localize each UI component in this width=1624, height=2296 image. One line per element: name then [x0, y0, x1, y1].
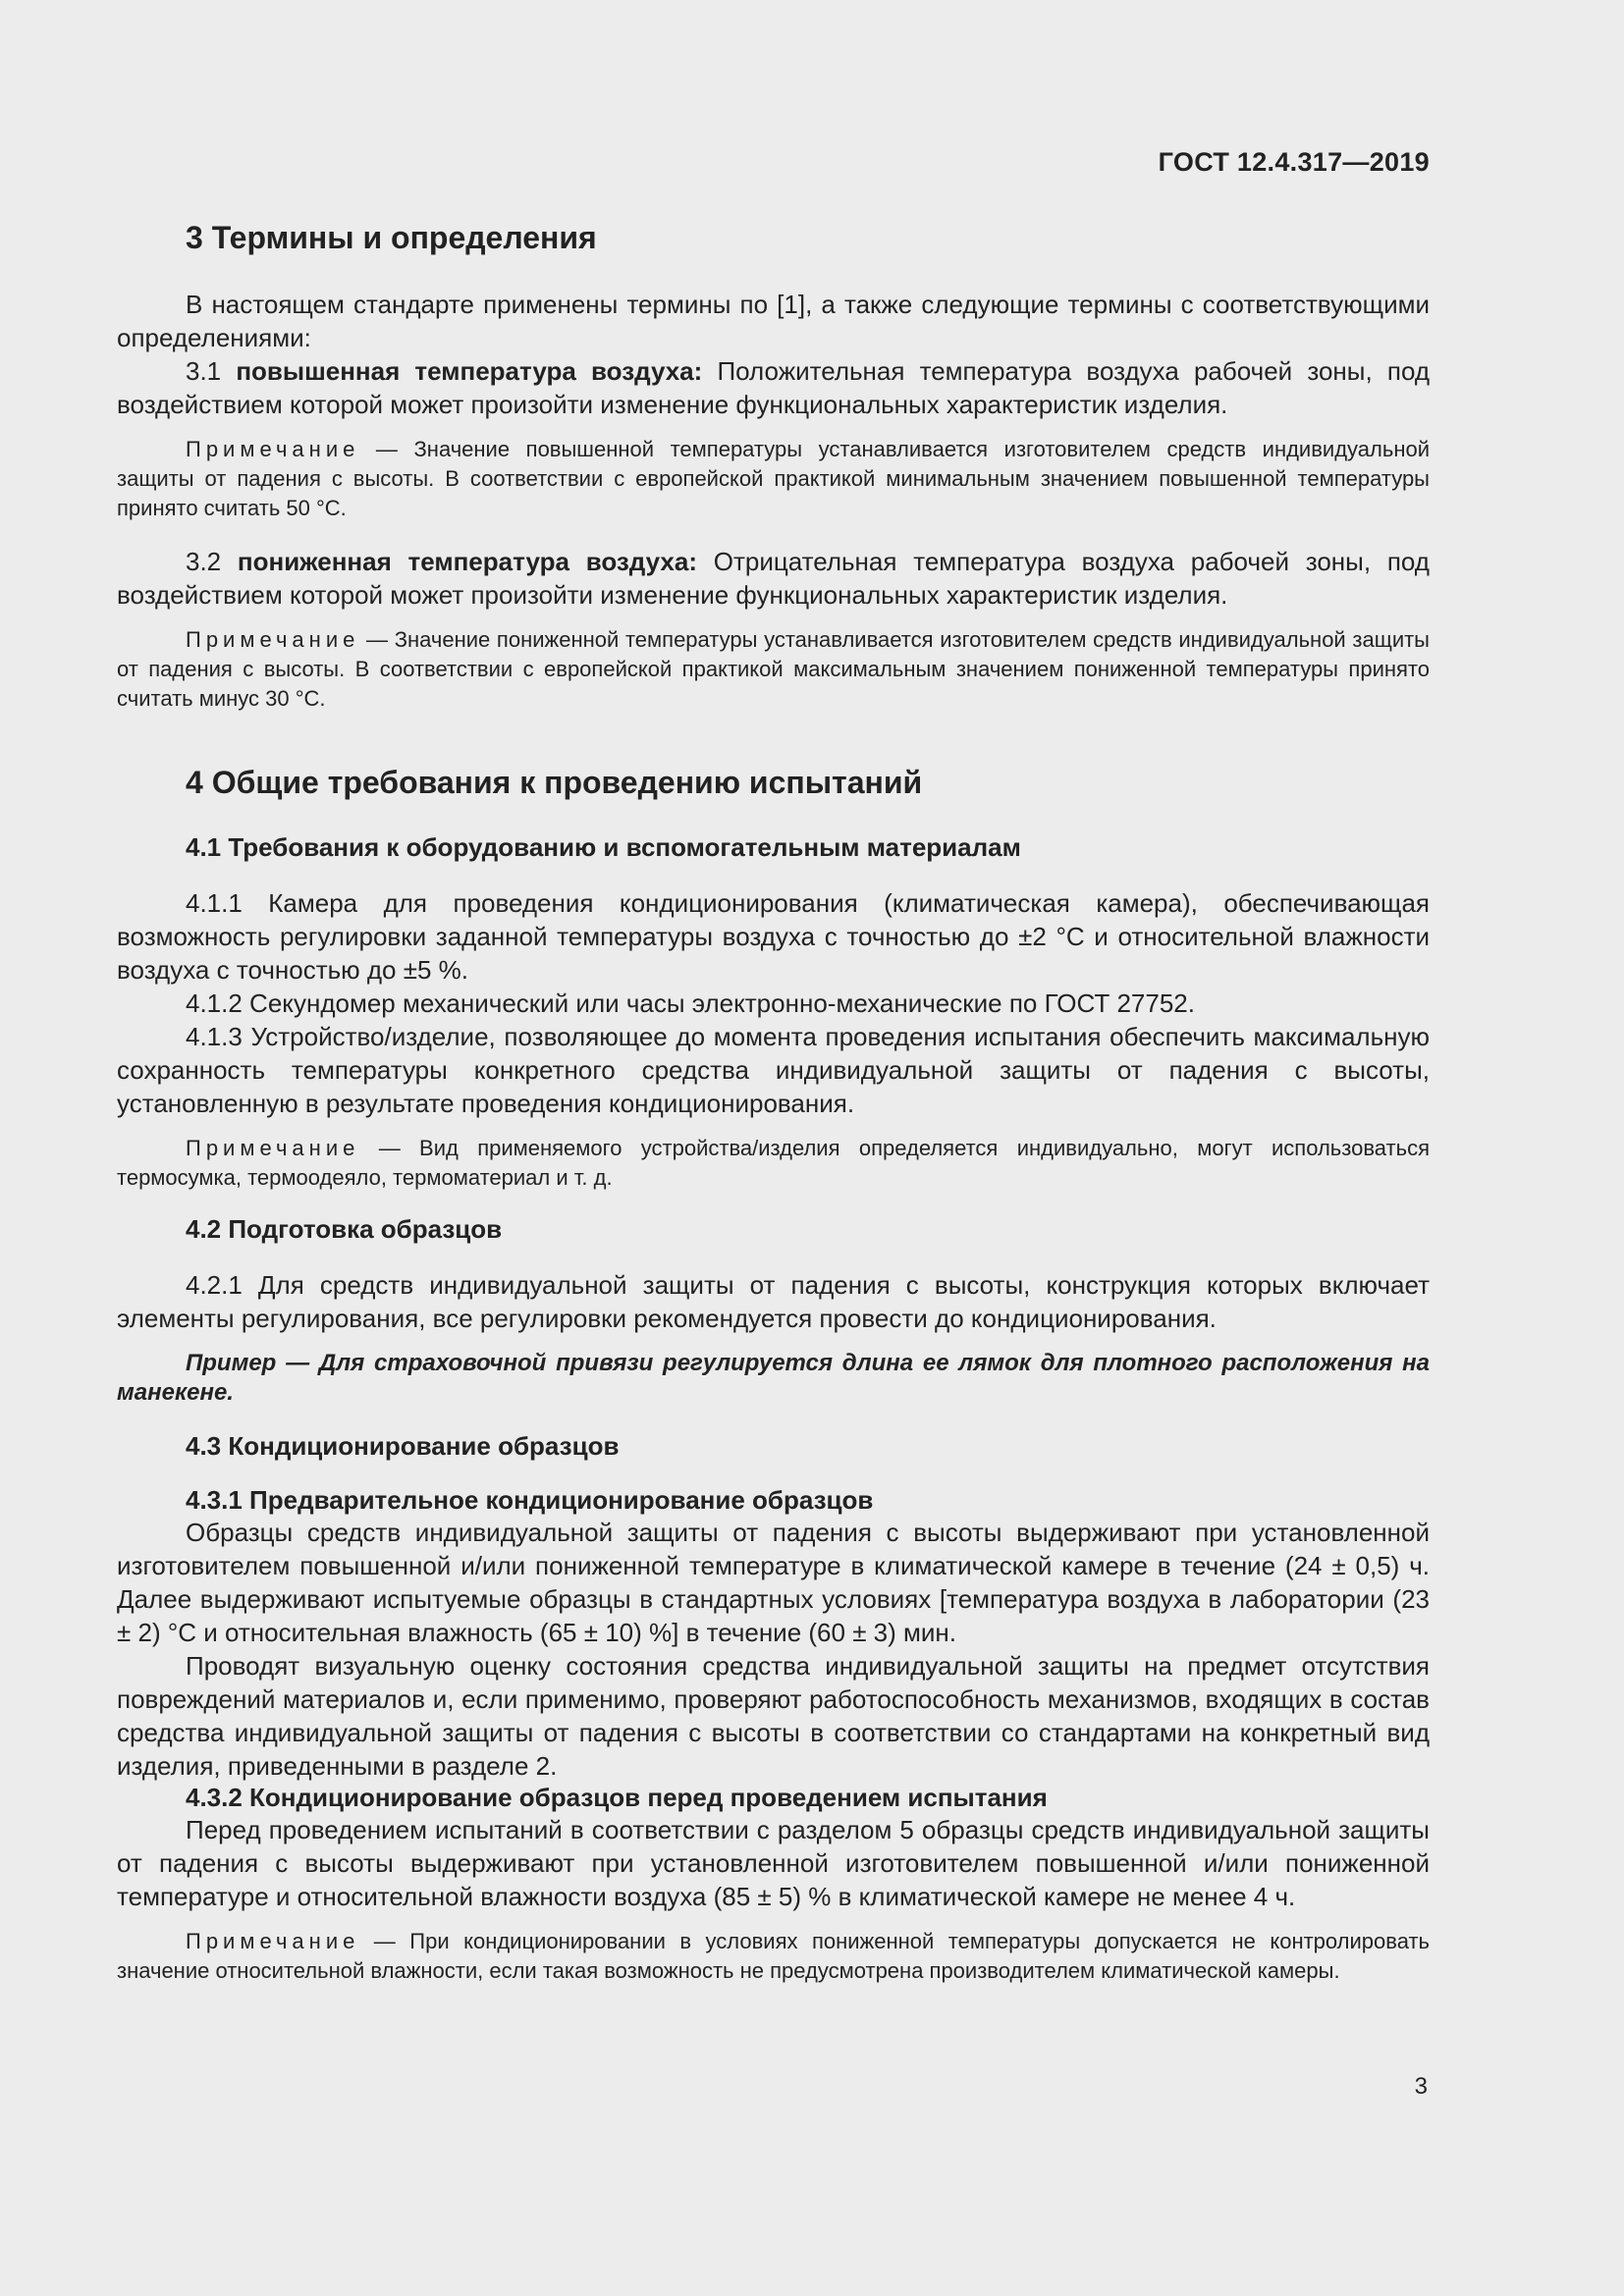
- section-3-intro: В настоящем стандарте применены термины по [1], а также следующие термины с соответствующими определениями:: [117, 290, 1430, 352]
- term-3-1-number: 3.1: [186, 356, 222, 386]
- note-4-3-lead: Примечание: [186, 1929, 360, 1953]
- note-3-2: [117, 625, 1430, 714]
- section-4-title: 4 Общие требования к проведению испытаний: [186, 765, 923, 800]
- note-4-1-lead: Примечание: [186, 1136, 360, 1160]
- note-3-1-lead: Примечание: [186, 437, 360, 461]
- document-body: [117, 220, 1430, 2007]
- term-3-1-definition: Положительная температура воздуха рабочей зоны, под воздействием которой может произойти изменение функциональных характеристик изделия.: [117, 356, 1431, 419]
- note-3-2-lead: Примечание: [186, 627, 360, 652]
- section-4-3-title: 4.3 Кондиционирование образцов: [186, 1431, 620, 1461]
- note-3-1-text: — Значение повышенной температуры устанавливается изготовителем средств индивидуальной защиты от падения с высоты. В соответствии с европейской практикой минимальным значением повышенной температуры принято считать 50 °С.: [117, 437, 1430, 520]
- section-4-3-1-title: 4.3.1 Предварительное кондиционирование образцов: [186, 1485, 874, 1515]
- para-4-2-1: 4.2.1 Для средств индивидуальной защиты от падения с высоты, конструкция которых включает элементы регулирования, все регулировки рекомендуется провести до кондиционирования.: [117, 1270, 1430, 1333]
- para-4-3-1-a: Образцы средств индивидуальной защиты от падения с высоты выдерживают при установленной изготовителем повышенной и/или пониженной температуре в климатической камере в течение (24 ± 0,5) ч. Далее выдерживают испытуемые образцы в стандартных условиях [температура воздуха в лаборатории (23 ± 2) °С и относительная влажность (65 ± 10) %] в течение (60 ± 3) мин.: [117, 1518, 1430, 1647]
- term-3-2-definition: Отрицательная температура воздуха рабочей зоны, под воздействием которой может произойти изменение функциональных характеристик изделия.: [117, 547, 1430, 610]
- note-3-2-text: — Значение пониженной температуры устанавливается изготовителем средств индивидуальной защиты от падения с высоты. В соответствии с европейской практикой максимальным значением пониженной температуры принято считать минус 30 °С.: [117, 627, 1430, 711]
- para-4-3-2: Перед проведением испытаний в соответствии с разделом 5 образцы средств индивидуальной защиты от падения с высоты выдерживают при установленной изготовителем повышенной и/или пониженной температуре и относительной влажности воздуха (85 ± 5) % в климатической камере не менее 4 ч.: [117, 1815, 1430, 1911]
- note-4-3-text: — При кондиционировании в условиях пониженной температуры допускается не контролировать значение относительной влажности, если такая возможность не предусмотрена производителем климатической камеры.: [117, 1929, 1430, 1983]
- para-4-1-3: 4.1.3 Устройство/изделие, позволяющее до момента проведения испытания обеспечить максимальную сохранность температуры конкретного средства индивидуальной защиты от падения с высоты, установленную в результате проведения кондиционирования.: [117, 1022, 1430, 1118]
- note-4-3: [117, 1927, 1430, 1986]
- note-3-1: [117, 435, 1430, 523]
- document-code: ГОСТ 12.4.317—2019: [1158, 147, 1430, 177]
- note-4-1-text: — Вид применяемого устройства/изделия определяется индивидуально, могут использоваться термосумка, термоодеяло, термоматериал и т. д.: [117, 1136, 1430, 1190]
- term-3-1: [117, 354, 1430, 421]
- term-3-2-term: пониженная температура воздуха:: [237, 547, 697, 576]
- section-4-3-2-title: 4.3.2 Кондиционирование образцов перед проведением испытания: [186, 1783, 1048, 1812]
- page-number: 3: [1414, 2073, 1428, 2100]
- example-4-2: Пример — Для страховочной привязи регулируется длина ее лямок для плотного расположения на манекене.: [117, 1350, 1430, 1406]
- para-4-1-1: 4.1.1 Камера для проведения кондиционирования (климатическая камера), обеспечивающая возможность регулировки заданной температуры воздуха с точностью до ±2 °С и относительной влажности воздуха с точностью до ±5 %.: [117, 888, 1430, 985]
- note-4-1: [117, 1134, 1430, 1193]
- section-4-2-title: 4.2 Подготовка образцов: [186, 1214, 503, 1244]
- term-3-2: [117, 545, 1430, 612]
- para-4-3-1-b: Проводят визуальную оценку состояния средства индивидуальной защиты на предмет отсутствия повреждений материалов и, если применимо, проверяют работоспособность механизмов, входящих в состав средства индивидуальной защиты от падения с высоты в соответствии со стандартами на конкретный вид изделия, приведенными в разделе 2.: [117, 1651, 1430, 1781]
- term-3-2-number: 3.2: [186, 547, 222, 576]
- term-3-1-term: повышенная температура воздуха:: [236, 356, 703, 386]
- section-3-title: 3 Термины и определения: [186, 220, 597, 255]
- section-4-1-title: 4.1 Требования к оборудованию и вспомогательным материалам: [186, 832, 1021, 862]
- para-4-1-2: 4.1.2 Секундомер механический или часы электронно-механические по ГОСТ 27752.: [186, 988, 1195, 1018]
